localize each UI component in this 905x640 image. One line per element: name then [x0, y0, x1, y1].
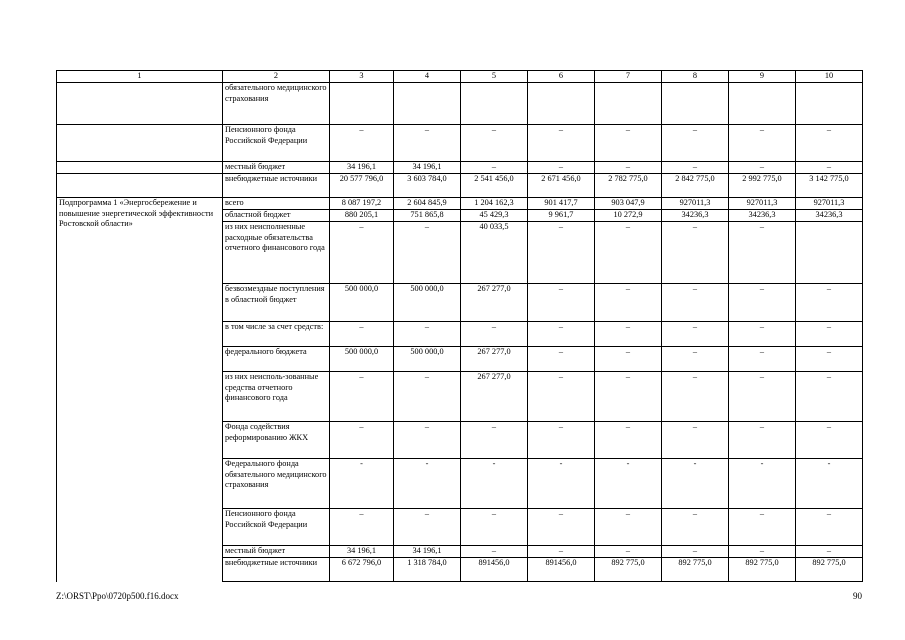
value-cell: 500 000,0: [394, 284, 461, 322]
value-cell: 892 775,0: [796, 558, 863, 582]
value-cell: 40 033,5: [461, 222, 528, 284]
value-cell: 10 272,9: [595, 210, 662, 222]
value-cell: –: [729, 422, 796, 459]
value-cell: –: [796, 546, 863, 558]
value-cell: –: [528, 422, 595, 459]
value-cell: 500 000,0: [394, 347, 461, 372]
value-cell: –: [729, 322, 796, 347]
value-cell: –: [595, 372, 662, 422]
empty-cell: [57, 125, 223, 162]
value-cell: –: [796, 422, 863, 459]
value-cell: 3 142 775,0: [796, 174, 863, 198]
value-cell: 20 577 796,0: [330, 174, 394, 198]
value-cell: –: [796, 322, 863, 347]
value-cell: 892 775,0: [595, 558, 662, 582]
value-cell: –: [394, 322, 461, 347]
file-path: Z:\ORST\Ppo\0720p500.f16.docx: [56, 591, 179, 601]
row-label: внебюджетные источники: [223, 174, 330, 198]
value-cell: 500 000,0: [330, 284, 394, 322]
column-header: 8: [662, 71, 729, 83]
row-label: из них неисполь-зованные средства отчетного финансового года: [223, 372, 330, 422]
value-cell: –: [330, 222, 394, 284]
value-cell: -: [461, 459, 528, 509]
value-cell: –: [729, 222, 796, 284]
value-cell: –: [595, 162, 662, 174]
value-cell: –: [528, 509, 595, 546]
value-cell: [595, 83, 662, 125]
value-cell: 6 672 796,0: [330, 558, 394, 582]
empty-cell: [57, 174, 223, 198]
value-cell: –: [662, 372, 729, 422]
value-cell: 267 277,0: [461, 284, 528, 322]
value-cell: –: [729, 546, 796, 558]
value-cell: –: [796, 347, 863, 372]
row-label: Федерального фонда обязательного медицинского страхования: [223, 459, 330, 509]
value-cell: –: [461, 162, 528, 174]
row-label: всего: [223, 198, 330, 210]
value-cell: -: [796, 459, 863, 509]
value-cell: –: [662, 546, 729, 558]
value-cell: –: [729, 125, 796, 162]
value-cell: 2 541 456,0: [461, 174, 528, 198]
value-cell: 2 992 775,0: [729, 174, 796, 198]
value-cell: 34236,3: [796, 210, 863, 222]
value-cell: -: [729, 459, 796, 509]
empty-cell: [57, 83, 223, 125]
value-cell: –: [662, 347, 729, 372]
value-cell: 1 318 784,0: [394, 558, 461, 582]
column-header: 4: [394, 71, 461, 83]
value-cell: –: [796, 125, 863, 162]
row-label: местный бюджет: [223, 546, 330, 558]
value-cell: -: [595, 459, 662, 509]
value-cell: 500 000,0: [330, 347, 394, 372]
value-cell: 267 277,0: [461, 372, 528, 422]
value-cell: [461, 83, 528, 125]
value-cell: 880 205,1: [330, 210, 394, 222]
value-cell: –: [796, 509, 863, 546]
value-cell: –: [729, 509, 796, 546]
value-cell: 2 604 845,9: [394, 198, 461, 210]
value-cell: –: [528, 322, 595, 347]
value-cell: –: [528, 222, 595, 284]
value-cell: –: [595, 125, 662, 162]
value-cell: –: [729, 284, 796, 322]
column-header: 7: [595, 71, 662, 83]
value-cell: –: [729, 162, 796, 174]
value-cell: –: [662, 284, 729, 322]
value-cell: –: [528, 347, 595, 372]
value-cell: –: [662, 509, 729, 546]
budget-table: [56, 70, 863, 582]
value-cell: [330, 83, 394, 125]
value-cell: 892 775,0: [662, 558, 729, 582]
row-label: Пенсионного фонда Российской Федерации: [223, 509, 330, 546]
value-cell: [528, 83, 595, 125]
value-cell: –: [595, 347, 662, 372]
table-row: [57, 198, 863, 210]
value-cell: 8 087 197,2: [330, 198, 394, 210]
value-cell: –: [461, 322, 528, 347]
value-cell: 267 277,0: [461, 347, 528, 372]
value-cell: –: [796, 372, 863, 422]
value-cell: –: [662, 222, 729, 284]
value-cell: 34 196,1: [394, 162, 461, 174]
value-cell: 9 961,7: [528, 210, 595, 222]
column-header: 3: [330, 71, 394, 83]
page-number: 90: [853, 591, 862, 601]
subprogram-section: [57, 198, 863, 582]
column-header: 10: [796, 71, 863, 83]
value-cell: –: [394, 372, 461, 422]
row-label: Пенсионного фонда Российской Федерации: [223, 125, 330, 162]
value-cell: 34236,3: [729, 210, 796, 222]
value-cell: –: [729, 372, 796, 422]
value-cell: 892 775,0: [729, 558, 796, 582]
row-label: местный бюджет: [223, 162, 330, 174]
value-cell: [729, 83, 796, 125]
column-header: 5: [461, 71, 528, 83]
header-row: [57, 71, 863, 83]
value-cell: –: [595, 322, 662, 347]
value-cell: 3 603 784,0: [394, 174, 461, 198]
value-cell: [796, 222, 863, 284]
value-cell: -: [394, 459, 461, 509]
value-cell: –: [796, 162, 863, 174]
value-cell: –: [528, 546, 595, 558]
table-row: [57, 162, 863, 174]
value-cell: –: [595, 422, 662, 459]
value-cell: 927011,3: [729, 198, 796, 210]
value-cell: 34 196,1: [330, 546, 394, 558]
row-label: обязательного медицинского страхования: [223, 83, 330, 125]
value-cell: –: [595, 546, 662, 558]
table-row: [57, 83, 863, 125]
value-cell: –: [729, 347, 796, 372]
value-cell: -: [528, 459, 595, 509]
value-cell: 891456,0: [528, 558, 595, 582]
value-cell: –: [461, 546, 528, 558]
value-cell: –: [461, 125, 528, 162]
value-cell: –: [595, 509, 662, 546]
column-header: 9: [729, 71, 796, 83]
value-cell: 2 782 775,0: [595, 174, 662, 198]
value-cell: [796, 83, 863, 125]
value-cell: -: [662, 459, 729, 509]
row-label: Фонда содействия реформированию ЖКХ: [223, 422, 330, 459]
row-label: безвозмездные поступления в областной бюджет: [223, 284, 330, 322]
value-cell: 34 196,1: [394, 546, 461, 558]
column-header: 6: [528, 71, 595, 83]
value-cell: 34 196,1: [330, 162, 394, 174]
value-cell: 901 417,7: [528, 198, 595, 210]
value-cell: 2 671 456,0: [528, 174, 595, 198]
value-cell: –: [394, 509, 461, 546]
value-cell: –: [394, 222, 461, 284]
value-cell: 927011,3: [796, 198, 863, 210]
value-cell: –: [461, 422, 528, 459]
row-label: федерального бюджета: [223, 347, 330, 372]
table-row: [57, 174, 863, 198]
table-row: [57, 125, 863, 162]
value-cell: 903 047,9: [595, 198, 662, 210]
value-cell: –: [461, 509, 528, 546]
value-cell: –: [662, 162, 729, 174]
value-cell: 751 865,8: [394, 210, 461, 222]
value-cell: –: [330, 509, 394, 546]
continuation-section: [57, 83, 863, 198]
value-cell: 891456,0: [461, 558, 528, 582]
value-cell: –: [528, 125, 595, 162]
value-cell: –: [662, 322, 729, 347]
column-header: 1: [57, 71, 223, 83]
value-cell: –: [528, 284, 595, 322]
value-cell: 45 429,3: [461, 210, 528, 222]
row-label: в том числе за счет средств:: [223, 322, 330, 347]
value-cell: –: [330, 322, 394, 347]
value-cell: –: [595, 222, 662, 284]
value-cell: 34236,3: [662, 210, 729, 222]
value-cell: [394, 83, 461, 125]
value-cell: 2 842 775,0: [662, 174, 729, 198]
value-cell: –: [662, 422, 729, 459]
value-cell: –: [394, 422, 461, 459]
empty-cell: [57, 162, 223, 174]
value-cell: –: [528, 372, 595, 422]
value-cell: –: [796, 284, 863, 322]
value-cell: –: [394, 125, 461, 162]
value-cell: [662, 83, 729, 125]
row-label: из них неисполненные расходные обязательства отчетного финансового года: [223, 222, 330, 284]
column-header: 2: [223, 71, 330, 83]
value-cell: –: [662, 125, 729, 162]
value-cell: –: [330, 372, 394, 422]
value-cell: 1 204 162,3: [461, 198, 528, 210]
value-cell: 927011,3: [662, 198, 729, 210]
row-label: областной бюджет: [223, 210, 330, 222]
value-cell: -: [330, 459, 394, 509]
value-cell: –: [330, 422, 394, 459]
row-label: внебюджетные источники: [223, 558, 330, 582]
value-cell: –: [528, 162, 595, 174]
value-cell: –: [595, 284, 662, 322]
subprogram-title: Подпрограмма 1 «Энергосбережение и повышение энергетической эффективности Ростовской области»: [57, 198, 223, 582]
value-cell: –: [330, 125, 394, 162]
